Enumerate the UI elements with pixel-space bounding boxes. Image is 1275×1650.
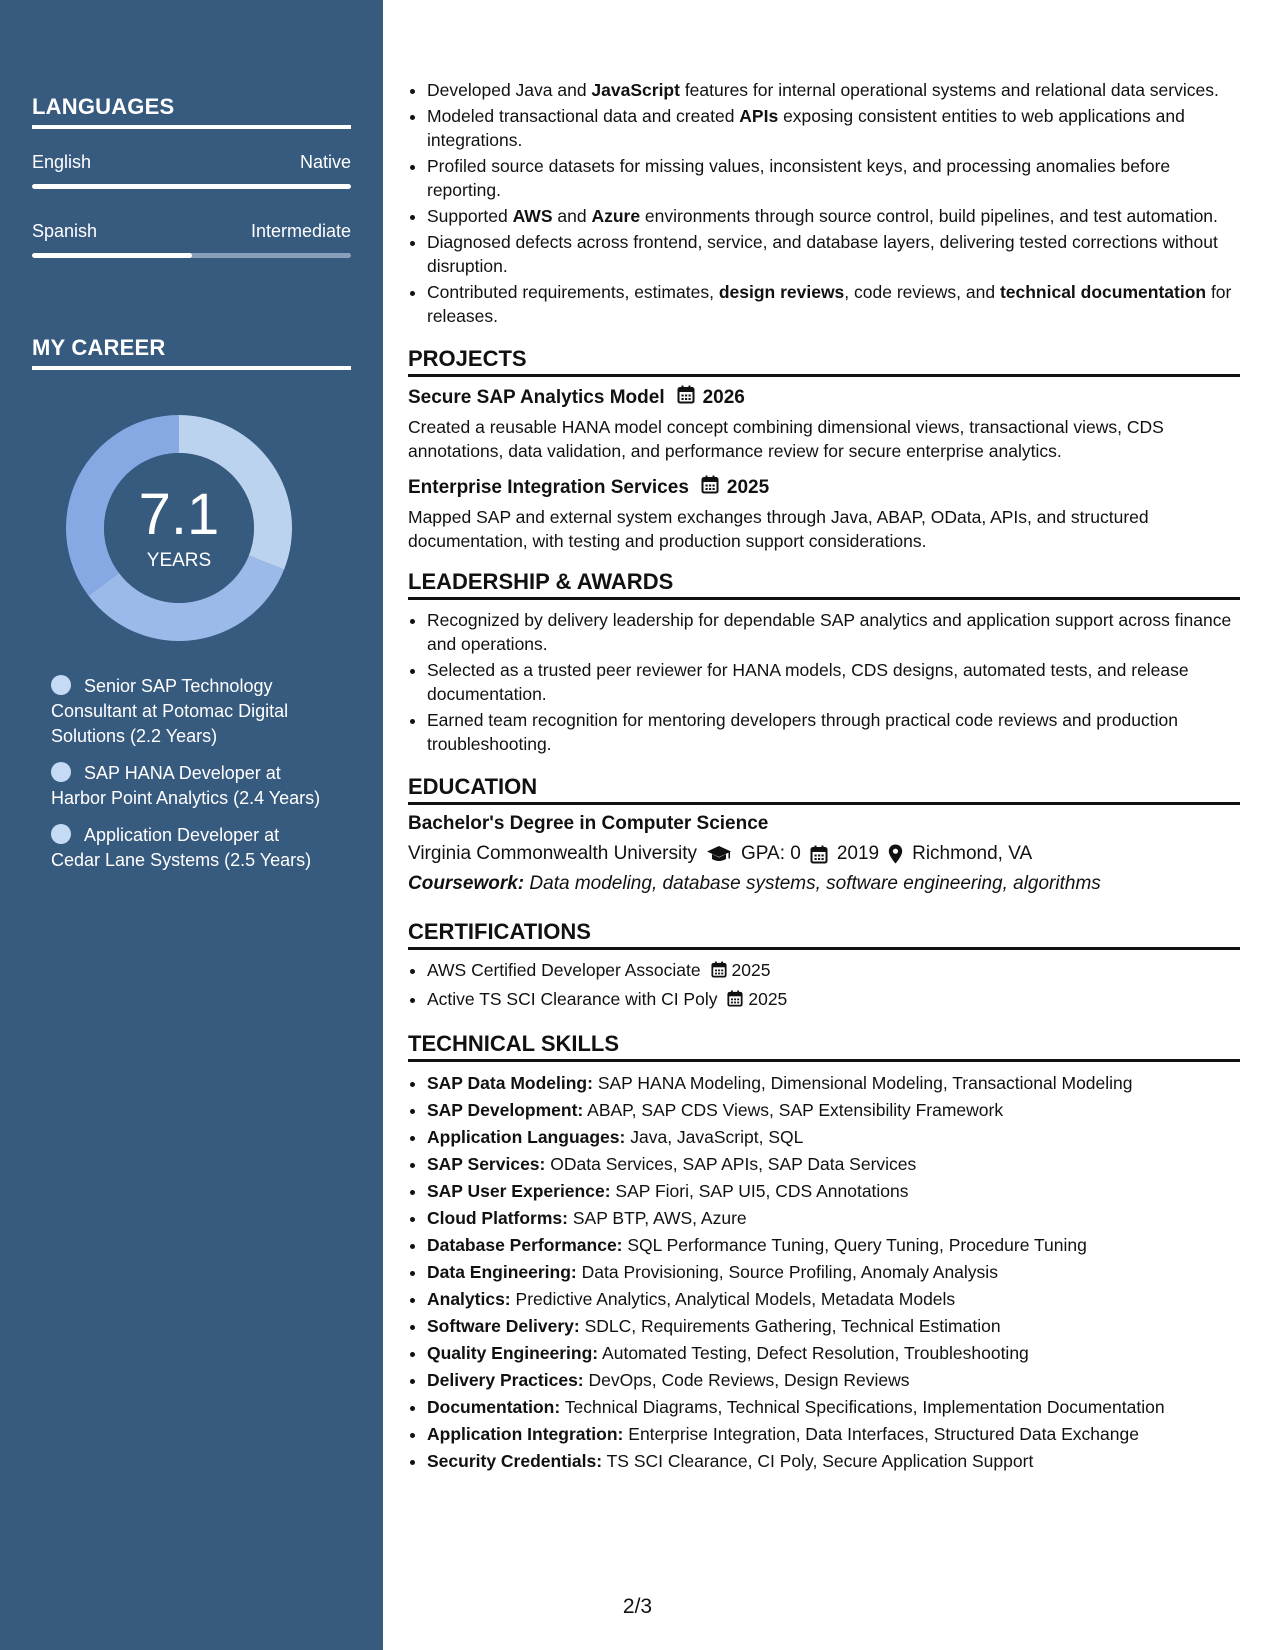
skill-value: Enterprise Integration, Data Interfaces, Structured Data Exchange xyxy=(628,1424,1139,1444)
list-item: • Earned team recognition for mentoring developers through practical code reviews and production troubleshooting. xyxy=(427,708,1240,756)
experience-bullet xyxy=(427,230,1240,278)
experience-bullet xyxy=(427,78,1240,102)
language-bar-english xyxy=(32,184,351,189)
skill-item xyxy=(427,1124,1240,1151)
skill-label: Delivery Practices: xyxy=(427,1370,584,1390)
bold-text: JavaScript xyxy=(591,80,680,100)
total-years-value: 7.1 xyxy=(138,482,220,547)
language-name: English xyxy=(32,152,92,172)
career-heading: MY CAREER xyxy=(32,335,351,370)
calendar-icon xyxy=(677,385,695,410)
languages-heading: LANGUAGES xyxy=(32,94,351,129)
skill-item xyxy=(427,1367,1240,1394)
experience-bullet xyxy=(427,154,1240,202)
leadership-heading: LEADERSHIP & AWARDS xyxy=(408,569,1240,600)
cert-year: 2025 xyxy=(748,989,788,1009)
skill-item xyxy=(427,1178,1240,1205)
list-item: • Recognized by delivery leadership for dependable SAP analytics and application support across finance and operations. xyxy=(427,608,1240,656)
total-years-label: YEARS xyxy=(146,550,212,571)
education-degree: Bachelor's Degree in Computer Science xyxy=(408,813,769,834)
certifications-heading: CERTIFICATIONS xyxy=(408,919,1240,950)
bullet-dot-icon xyxy=(51,824,71,844)
skill-item xyxy=(427,1421,1240,1448)
language-row-spanish xyxy=(32,221,351,242)
project-description: Mapped SAP and external system exchanges through Java, ABAP, OData, APIs, and structured documentation, with testing and production support considerations. xyxy=(408,507,1149,551)
project-item xyxy=(408,385,1240,463)
list-item: • Selected as a trusted peer reviewer for HANA models, CDS designs, automated tests, and release documentation. xyxy=(427,658,1240,706)
skill-label: Documentation: xyxy=(427,1397,561,1417)
skill-label: Database Performance: xyxy=(427,1235,623,1255)
bullet-text: , code reviews, and xyxy=(844,282,1000,302)
language-level: Native xyxy=(299,152,351,172)
skill-item xyxy=(427,1259,1240,1286)
skill-label: SAP Services: xyxy=(427,1154,546,1174)
skill-label: Software Delivery: xyxy=(427,1316,580,1336)
skill-item xyxy=(427,1394,1240,1421)
education-details xyxy=(408,843,1240,865)
experience-bullets xyxy=(408,78,1240,328)
cert-name: Active TS SCI Clearance with CI Poly xyxy=(427,989,718,1009)
skill-label: Cloud Platforms: xyxy=(427,1208,568,1228)
career-item-text: SAP HANA Developer at Harbor Point Analytics (2.4 Years) xyxy=(51,763,321,808)
education-location: Richmond, VA xyxy=(912,843,1033,864)
skill-value: SAP BTP, AWS, Azure xyxy=(572,1208,747,1228)
list-item xyxy=(427,958,1240,984)
bullet-text: Diagnosed defects across frontend, service, and database layers, delivering tested corrections without disruption. xyxy=(427,232,1218,276)
project-title-row xyxy=(408,475,1240,500)
bullet-text: Supported xyxy=(427,206,513,226)
skill-value: DevOps, Code Reviews, Design Reviews xyxy=(588,1370,910,1390)
skill-label: SAP Development: xyxy=(427,1100,584,1120)
career-item xyxy=(51,674,331,749)
skill-label: SAP User Experience: xyxy=(427,1181,611,1201)
bullet-text: Developed Java and xyxy=(427,80,592,100)
bullet-text: Contributed requirements, estimates, xyxy=(427,282,719,302)
language-bar-fill xyxy=(32,184,351,189)
project-title: Enterprise Integration Services xyxy=(408,476,689,498)
project-title: Secure SAP Analytics Model xyxy=(408,386,665,408)
skill-value: Technical Diagrams, Technical Specifications, Implementation Documentation xyxy=(564,1397,1165,1417)
graduation-cap-icon xyxy=(706,845,732,863)
coursework-text: Data modeling, database systems, software engineering, algorithms xyxy=(529,873,1101,894)
language-bar-fill xyxy=(32,253,192,258)
skill-value: SAP Fiori, SAP UI5, CDS Annotations xyxy=(615,1181,909,1201)
skill-value: OData Services, SAP APIs, SAP Data Services xyxy=(550,1154,917,1174)
education-coursework xyxy=(408,873,1240,895)
skill-label: Application Integration: xyxy=(427,1424,624,1444)
skill-label: Quality Engineering: xyxy=(427,1343,599,1363)
skill-value: Data Provisioning, Source Profiling, Anomaly Analysis xyxy=(581,1262,998,1282)
education-heading: EDUCATION xyxy=(408,774,1240,805)
skill-value: Automated Testing, Defect Resolution, Troubleshooting xyxy=(602,1343,1029,1363)
cert-name: AWS Certified Developer Associate xyxy=(427,960,701,980)
language-level: Intermediate xyxy=(250,221,351,241)
skill-label: Application Languages: xyxy=(427,1127,626,1147)
skill-value: ABAP, SAP CDS Views, SAP Extensibility Framework xyxy=(587,1100,1004,1120)
skill-label: Analytics: xyxy=(427,1289,511,1309)
bullet-text: Profiled source datasets for missing values, inconsistent keys, and processing anomalies before reporting. xyxy=(427,156,1171,200)
skill-item xyxy=(427,1205,1240,1232)
education-year: 2019 xyxy=(836,843,880,864)
bullet-text: for releases. xyxy=(427,282,1232,326)
career-list xyxy=(51,674,331,885)
bullet-dot-icon xyxy=(51,762,71,782)
skills-heading: TECHNICAL SKILLS xyxy=(408,1031,1240,1062)
bullet-text: and xyxy=(552,206,592,226)
skills-list xyxy=(408,1070,1240,1475)
skill-item xyxy=(427,1448,1240,1475)
experience-bullet xyxy=(427,204,1240,228)
career-item xyxy=(51,823,331,873)
calendar-icon xyxy=(810,845,828,864)
project-title-row xyxy=(408,385,1240,410)
skill-value: SAP HANA Modeling, Dimensional Modeling, Transactional Modeling xyxy=(597,1073,1133,1093)
skill-item xyxy=(427,1340,1240,1367)
project-description: Created a reusable HANA model concept combining dimensional views, transactional views, CDS annotations, data validation, and performance review for secure enterprise analytics. xyxy=(408,417,1164,461)
language-row-english xyxy=(32,152,351,173)
sidebar xyxy=(0,0,383,1650)
education-gpa: GPA: 0 xyxy=(740,843,801,864)
certifications-list xyxy=(408,958,1240,1013)
main-content xyxy=(408,78,1240,1475)
bullet-text: Modeled transactional data and created xyxy=(427,106,740,126)
language-bar-spanish xyxy=(32,253,351,258)
skill-value: TS SCI Clearance, CI Poly, Secure Application Support xyxy=(606,1451,1034,1471)
bold-text: APIs xyxy=(739,106,779,126)
map-pin-icon xyxy=(888,844,903,864)
experience-bullet xyxy=(427,280,1240,328)
list-item xyxy=(427,987,1240,1013)
bullet-text: features for internal operational systems and relational data services. xyxy=(679,80,1219,100)
experience-bullet xyxy=(427,104,1240,152)
skill-item xyxy=(427,1070,1240,1097)
career-item xyxy=(51,761,331,811)
cert-year: 2025 xyxy=(731,960,771,980)
skill-value: SDLC, Requirements Gathering, Technical Estimation xyxy=(584,1316,1001,1336)
project-item xyxy=(408,475,1240,553)
calendar-icon xyxy=(727,989,743,1013)
skill-item xyxy=(427,1286,1240,1313)
language-name: Spanish xyxy=(32,221,98,241)
skill-value: SQL Performance Tuning, Query Tuning, Procedure Tuning xyxy=(627,1235,1087,1255)
project-year: 2026 xyxy=(702,386,745,408)
bold-text: technical documentation xyxy=(999,282,1207,302)
skill-label: Security Credentials: xyxy=(427,1451,603,1471)
calendar-icon xyxy=(701,475,719,500)
project-year: 2025 xyxy=(726,476,770,498)
projects-heading: PROJECTS xyxy=(408,346,1240,377)
bullet-dot-icon xyxy=(51,675,71,695)
bullet-text: environments through source control, build pipelines, and test automation. xyxy=(640,206,1218,226)
skill-item xyxy=(427,1097,1240,1124)
bold-text: design reviews xyxy=(718,282,845,302)
skill-value: Predictive Analytics, Analytical Models, Metadata Models xyxy=(515,1289,956,1309)
skill-item xyxy=(427,1313,1240,1340)
bold-text: Azure xyxy=(591,206,641,226)
skill-value: Java, JavaScript, SQL xyxy=(630,1127,804,1147)
bold-text: AWS xyxy=(512,206,553,226)
education-school: Virginia Commonwealth University xyxy=(408,843,697,864)
skill-item xyxy=(427,1151,1240,1178)
page-number: 2/3 xyxy=(622,1595,653,1618)
skill-label: SAP Data Modeling: xyxy=(427,1073,593,1093)
coursework-label: Coursework: xyxy=(408,873,525,894)
career-item-text: Senior SAP Technology Consultant at Potomac Digital Solutions (2.2 Years) xyxy=(51,676,289,746)
skill-label: Data Engineering: xyxy=(427,1262,577,1282)
leadership-list xyxy=(408,608,1240,756)
career-item-text: Application Developer at Cedar Lane Systems (2.5 Years) xyxy=(51,825,312,870)
calendar-icon xyxy=(711,960,727,984)
skill-item xyxy=(427,1232,1240,1259)
bullet-text: exposing consistent entities to web applications and integrations. xyxy=(427,106,1185,150)
